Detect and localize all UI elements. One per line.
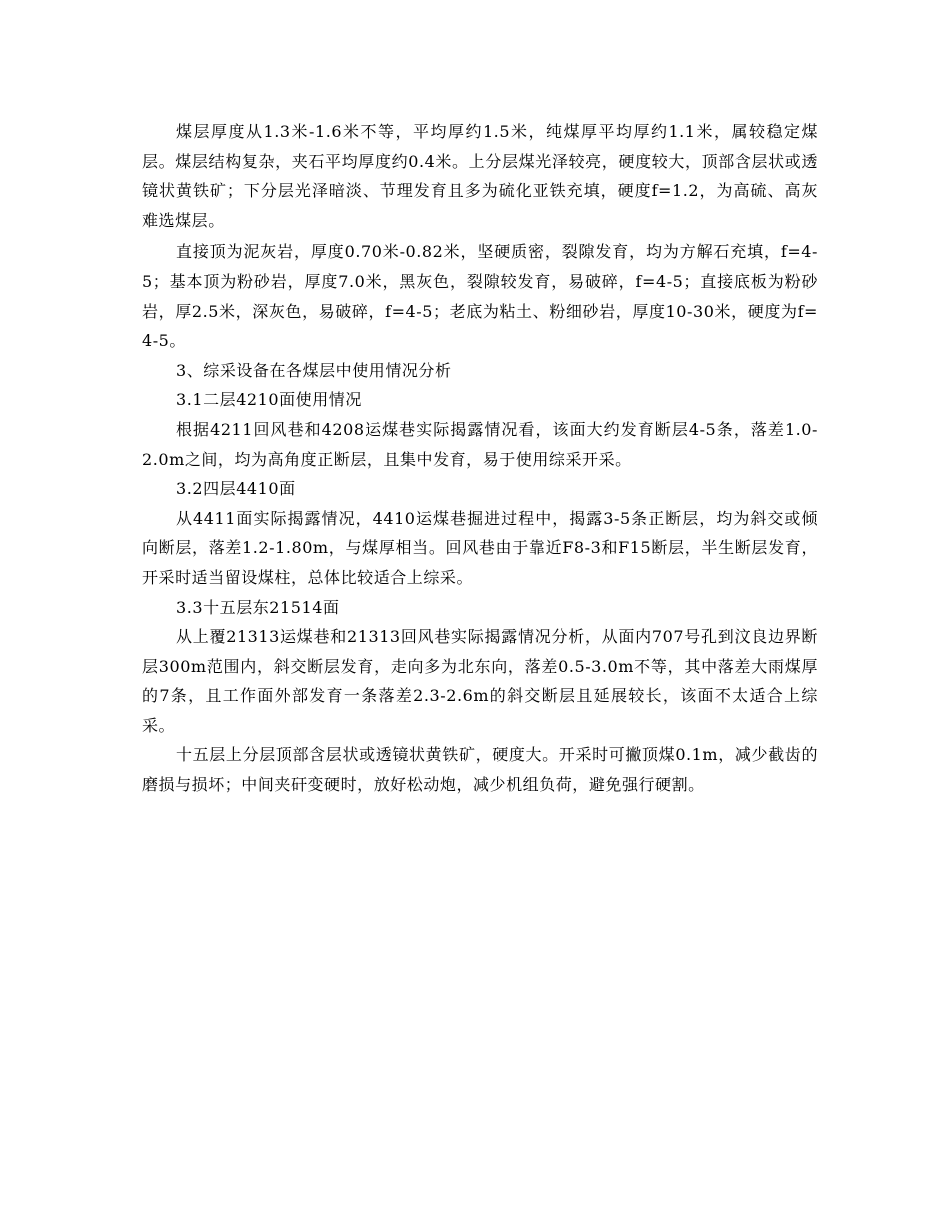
document-body xyxy=(142,117,818,800)
paragraph-3-2: 从4411面实际揭露情况，4410运煤巷掘进过程中，揭露3-5条正断层，均为斜交或倾向断层，落差1.2-1.80m，与煤厚相当。回风巷由于靠近F8-3和F15断层，半生断层发育，开采时适当留设煤柱，总体比较适合上综采。 xyxy=(142,508,818,587)
section-heading-3-2: 3.2四层4410面 xyxy=(176,479,296,499)
paragraph-coal-seam-thickness: 煤层厚度从1.3米-1.6米不等，平均厚约1.5米，纯煤厚平均厚约1.1米，属较稳定煤层。煤层结构复杂，夹石平均厚度约0.4米。上分层煤光泽较亮，硬度较大，顶部含层状或透镜状黄铁矿；下分层光泽暗淡、节理发育且多为硫化亚铁充填，硬度f=1.2，为高硫、高灰难选煤层。 xyxy=(142,122,818,230)
paragraph-3-3: 从上覆21313运煤巷和21313回风巷实际揭露情况分析，从面内707号孔到汶良边界断层300m范围内，斜交断层发育，走向多为北东向，落差0.5-3.0m不等，其中落差大雨煤厚的7条，且工作面外部发育一条落差2.3-2.6m的斜交断层且延展较长，该面不太适合上综采。 xyxy=(142,627,818,735)
section-heading-3-1: 3.1二层4210面使用情况 xyxy=(176,390,362,410)
paragraph-upper-layer-advice: 十五层上分层顶部含层状或透镜状黄铁矿，硬度大。开采时可撇顶煤0.1m，减少截齿的磨损与损坏；中间夹矸变硬时，放好松动炮，减少机组负荷，避免强行硬割。 xyxy=(142,745,818,795)
paragraph-3-1: 根据4211回风巷和4208运煤巷实际揭露情况看，该面大约发育断层4-5条，落差1.0-2.0m之间，均为高角度正断层，且集中发育，易于使用综采开采。 xyxy=(142,419,818,469)
paragraph-roof-floor: 直接顶为泥灰岩，厚度0.70米-0.82米，坚硬质密，裂隙发育，均为方解石充填，f=4-5；基本顶为粉砂岩，厚度7.0米，黑灰色，裂隙较发育，易破碎，f=4-5；直接底板为粉砂岩，厚2.5米，深灰色，易破碎，f=4-5；老底为粘土、粉细砂岩，厚度10-30米，硬度为f=4-5。 xyxy=(142,242,818,351)
section-heading-3: 3、综采设备在各煤层中使用情况分析 xyxy=(176,360,452,380)
section-heading-3-3: 3.3十五层东21514面 xyxy=(176,597,340,617)
